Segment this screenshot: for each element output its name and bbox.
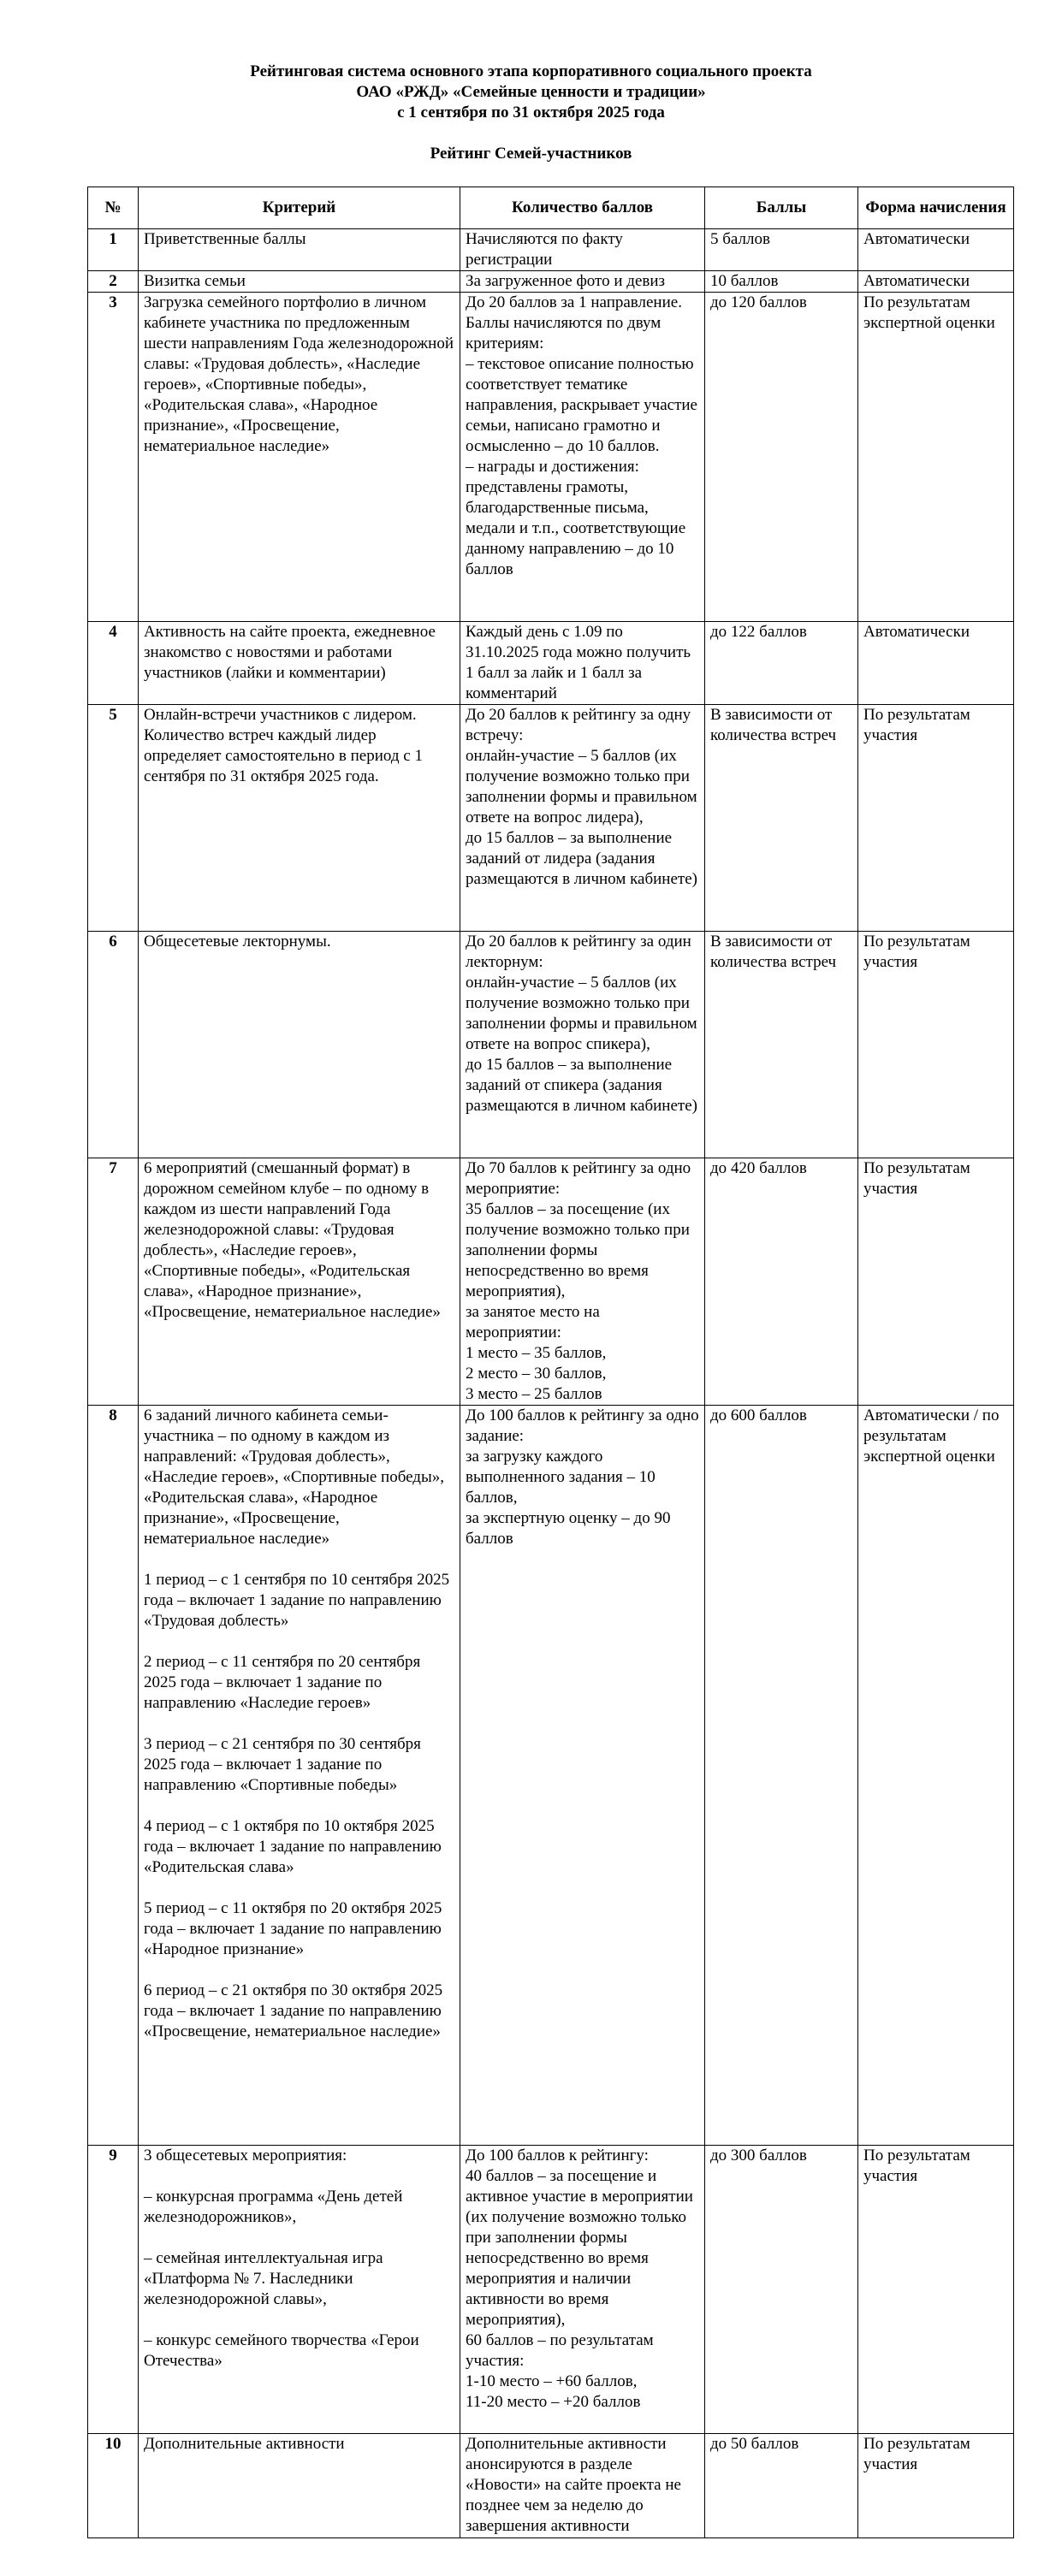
amount-text: За загруженное фото и девиз xyxy=(466,272,666,290)
row-amount xyxy=(460,622,705,705)
row-points: до 120 баллов xyxy=(705,293,858,622)
row-points: В зависимости от количества встреч xyxy=(705,705,858,932)
document-header xyxy=(0,62,1062,163)
row-criterion xyxy=(139,932,460,1158)
row-amount xyxy=(460,2146,705,2434)
amount-text: До 100 баллов к рейтингу за одно задание: за загрузку каждого выполненного задания – 10 баллов, за экспертную оценку – до 90 баллов xyxy=(466,1406,699,1548)
table-row xyxy=(88,2146,1014,2434)
title-line-3: с 1 сентября по 31 октября 2025 года xyxy=(397,104,665,121)
row-form: Автоматически / по результатам экспертной оценки xyxy=(858,1406,1014,2146)
row-form: По результатам экспертной оценки xyxy=(858,293,1014,622)
row-amount xyxy=(460,1406,705,2146)
criterion-text: Приветственные баллы xyxy=(144,230,306,248)
row-criterion xyxy=(139,293,460,622)
amount-text: Начисляются по факту регистрации xyxy=(466,230,623,269)
row-criterion xyxy=(139,2434,460,2538)
amount-text: Каждый день с 1.09 по 31.10.2025 года можно получить 1 балл за лайк и 1 балл за комментарий xyxy=(466,623,691,702)
row-amount xyxy=(460,1158,705,1406)
subtitle: Рейтинг Семей-участников xyxy=(430,145,632,163)
row-form: Автоматически xyxy=(858,622,1014,705)
row-criterion xyxy=(139,705,460,932)
criterion-text: 6 заданий личного кабинета семьи-участника – по одному в каждом из направлений: «Трудовая доблесть», «Наследие героев», «Спортивные победы», «Родительская слава», «Народное признание», «Просвещение, нематериальное наследие» 1 период – с 1 сентября по 10 сентября 2025 года – включает 1 задание по направлению «Трудовая доблесть» 2 период – с 11 сентября по 20 сентября 2025 года – включает 1 задание по направлению «Наследие героев» 3 период – с 21 сентября по 30 сентября 2025 года – включает 1 задание по направлению «Спортивные победы» 4 период – с 1 октября по 10 октября 2025 года – включает 1 задание по направлению «Родительская слава» 5 период – с 11 октября по 20 октября 2025 года – включает 1 задание по направлению «Народное признание» 6 период – с 21 октября по 30 октября 2025 года – включает 1 задание по направлению «Просвещение, нематериальное наследие» xyxy=(144,1406,450,2040)
row-criterion xyxy=(139,622,460,705)
col-header-form: Форма начисления xyxy=(858,187,1014,229)
row-form: Автоматически xyxy=(858,229,1014,271)
title-line-1: Рейтинговая система основного этапа корпоративного социального проекта xyxy=(250,62,812,80)
table-row xyxy=(88,293,1014,622)
row-number: 2 xyxy=(88,271,139,293)
criterion-text: Активность на сайте проекта, ежедневное знакомство с новостями и работами участников (лайки и комментарии) xyxy=(144,623,436,682)
row-criterion xyxy=(139,1158,460,1406)
row-form: По результатам участия xyxy=(858,2434,1014,2538)
criterion-text: Загрузка семейного портфолио в личном кабинете участника по предложенным шести направлениям Года железнодорожной славы: «Трудовая доблесть», «Наследие героев», «Спортивные победы», «Родительская слава», «Народное признание», «Просвещение, нематериальное наследие» xyxy=(144,293,454,455)
row-number: 9 xyxy=(88,2146,139,2434)
row-criterion xyxy=(139,229,460,271)
row-number: 4 xyxy=(88,622,139,705)
rating-table xyxy=(87,187,1014,2538)
table-row xyxy=(88,622,1014,705)
criterion-text: Визитка семьи xyxy=(144,272,246,290)
table-row xyxy=(88,229,1014,271)
row-number: 3 xyxy=(88,293,139,622)
table-header-row xyxy=(88,187,1014,229)
table-row xyxy=(88,2434,1014,2538)
criterion-text: Общесетевые лекторнумы. xyxy=(144,933,331,950)
row-number: 7 xyxy=(88,1158,139,1406)
row-points: до 600 баллов xyxy=(705,1406,858,2146)
row-form: По результатам участия xyxy=(858,705,1014,932)
row-amount xyxy=(460,229,705,271)
col-header-amount: Количество баллов xyxy=(460,187,705,229)
amount-text: До 100 баллов к рейтингу: 40 баллов – за посещение и активное участие в мероприятии (их получение возможно только при заполнении формы непосредственно во время мероприятия и наличии активности во время мероприятия), 60 баллов – по результатам участия: 1-10 место – +60 баллов, 11-20 место – +20 баллов xyxy=(466,2147,693,2411)
row-points: до 50 баллов xyxy=(705,2434,858,2538)
row-amount xyxy=(460,293,705,622)
table-row xyxy=(88,1406,1014,2146)
row-number: 10 xyxy=(88,2434,139,2538)
criterion-text: 3 общесетевых мероприятия: – конкурсная программа «День детей железнодорожников», – семейная интеллектуальная игра «Платформа № 7. Наследники железнодорожной славы», – конкурс семейного творчества «Герои Отечества» xyxy=(144,2147,419,2370)
row-points: 10 баллов xyxy=(705,271,858,293)
row-form: По результатам участия xyxy=(858,2146,1014,2434)
row-points: до 122 баллов xyxy=(705,622,858,705)
table-row xyxy=(88,271,1014,293)
row-amount xyxy=(460,705,705,932)
row-form: По результатам участия xyxy=(858,1158,1014,1406)
amount-text: До 20 баллов за 1 направление. Баллы начисляются по двум критериям: – текстовое описание полностью соответствует тематике направления, раскрывает участие семьи, написано грамотно и осмысленно – до 10 баллов. – награды и достижения: представлены грамоты, благодарственные письма, медали и т.п., соответствующие данному направлению – до 10 баллов xyxy=(466,293,697,578)
table-row xyxy=(88,932,1014,1158)
row-points: В зависимости от количества встреч xyxy=(705,932,858,1158)
row-number: 5 xyxy=(88,705,139,932)
table-row xyxy=(88,705,1014,932)
row-amount xyxy=(460,2434,705,2538)
row-points: 5 баллов xyxy=(705,229,858,271)
amount-text: До 70 баллов к рейтингу за одно мероприятие: 35 баллов – за посещение (их получение возможно только при заполнении формы непосредственно во время мероприятия), за занятое место на мероприятии: 1 место – 35 баллов, 2 место – 30 баллов, 3 место – 25 баллов xyxy=(466,1159,691,1403)
row-form: По результатам участия xyxy=(858,932,1014,1158)
row-amount xyxy=(460,932,705,1158)
row-criterion xyxy=(139,1406,460,2146)
row-number: 1 xyxy=(88,229,139,271)
row-criterion xyxy=(139,271,460,293)
row-amount xyxy=(460,271,705,293)
col-header-criterion: Критерий xyxy=(139,187,460,229)
row-form: Автоматически xyxy=(858,271,1014,293)
col-header-number: № xyxy=(88,187,139,229)
row-criterion xyxy=(139,2146,460,2434)
table-row xyxy=(88,1158,1014,1406)
row-number: 8 xyxy=(88,1406,139,2146)
col-header-points: Баллы xyxy=(705,187,858,229)
criterion-text: Онлайн-встречи участников с лидером. Количество встреч каждый лидер определяет самостоятельно в период с 1 сентября по 31 октября 2025 года. xyxy=(144,706,423,785)
criterion-text: 6 мероприятий (смешанный формат) в дорожном семейном клубе – по одному в каждом из шести направлений Года железнодорожной славы: «Трудовая доблесть», «Наследие героев», «Спортивные победы», «Родительская слава», «Народное признание», «Просвещение, нематериальное наследие» xyxy=(144,1159,441,1321)
row-points: до 420 баллов xyxy=(705,1158,858,1406)
title-line-2: ОАО «РЖД» «Семейные ценности и традиции» xyxy=(356,83,706,101)
amount-text: Дополнительные активности анонсируются в разделе «Новости» на сайте проекта не позднее чем за неделю до завершения активности xyxy=(466,2435,681,2535)
amount-text: До 20 баллов к рейтингу за одну встречу: онлайн-участие – 5 баллов (их получение возможно только при заполнении формы и правильном ответе на вопрос лидера), до 15 баллов – за выполнение заданий от лидера (задания размещаются в личном кабинете) xyxy=(466,706,697,888)
amount-text: До 20 баллов к рейтингу за один лекторнум: онлайн-участие – 5 баллов (их получение возможно только при заполнении формы и правильном ответе на вопрос спикера), до 15 баллов – за выполнение заданий от спикера (задания размещаются в личном кабинете) xyxy=(466,933,697,1115)
row-number: 6 xyxy=(88,932,139,1158)
row-points: до 300 баллов xyxy=(705,2146,858,2434)
criterion-text: Дополнительные активности xyxy=(144,2435,345,2453)
